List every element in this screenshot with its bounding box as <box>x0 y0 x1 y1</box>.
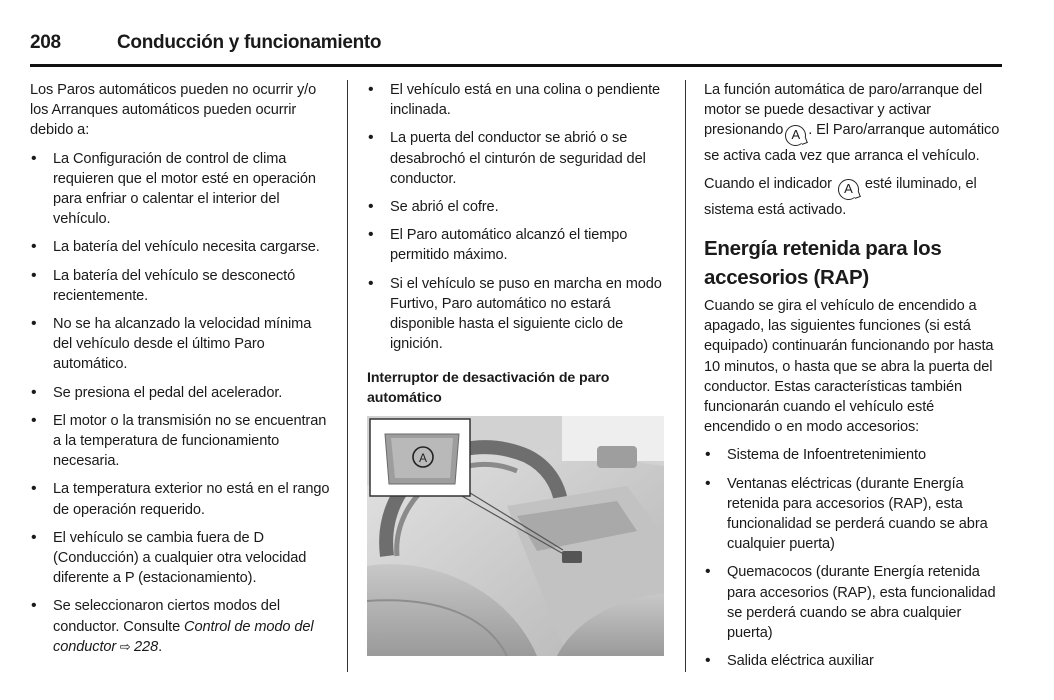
cross-reference-page[interactable]: 228 <box>134 638 159 655</box>
list-item: • El motor o la transmisión no se encuentran a la temperatura de funcionamiento necesaria. <box>30 411 330 472</box>
list-item <box>30 596 330 657</box>
column-2 <box>367 80 665 408</box>
list-item: • Ventanas eléctricas (durante Energía retenida para accesorios (RAP), esta funcionalidad se perderá cuando se abra cualquier puerta) <box>704 474 1004 555</box>
list-item: • Salida eléctrica auxiliar <box>704 651 1004 671</box>
column-divider-1 <box>347 80 348 672</box>
page-number: 208 <box>30 32 61 53</box>
column-3 <box>704 80 1004 679</box>
list-item: • Se abrió el cofre. <box>367 197 665 217</box>
paragraph-text: La función automática de paro/arranque del motor se puede desactivar y activar presionando <box>704 82 983 139</box>
rap-feature-list <box>704 445 1004 671</box>
figure-subheading: Interruptor de desactivación de paro automático <box>367 370 610 407</box>
list-item: • La Configuración de control de clima requieren que el motor esté en operación para enfriar o calentar el interior del vehículo. <box>30 149 330 230</box>
paragraph-text: esté iluminado, el sistema está activado. <box>704 176 977 218</box>
section-title: Conducción y funcionamiento <box>117 32 382 53</box>
paragraph-disable-function <box>704 80 1004 166</box>
cross-reference-link[interactable]: Control de modo del conductor <box>53 618 314 655</box>
paragraph-text: Cuando el indicador <box>704 176 832 193</box>
list-item: • La batería del vehículo se desconectó recientemente. <box>30 266 330 306</box>
intro-paragraph: Los Paros automáticos pueden no ocurrir y/o los Arranques automáticos pueden ocurrir debido a: <box>30 82 317 139</box>
list-item: • El Paro automático alcanzó el tiempo permitido máximo. <box>367 225 665 265</box>
list-item: • Se presiona el pedal del acelerador. <box>30 383 330 403</box>
list-item: • La batería del vehículo necesita cargarse. <box>30 237 330 257</box>
section-heading-rap: Energía retenida para los accesorios (RAP) <box>704 237 942 289</box>
interior-photo-figure <box>367 416 664 656</box>
list-item: • La temperatura exterior no está en el rango de operación requerido. <box>30 479 330 519</box>
list-item: • Quemacocos (durante Energía retenida para accesorios (RAP), esta funcionalidad se perderá cuando se abra cualquier puerta) <box>704 562 1004 643</box>
auto-stop-button-icon: A <box>785 125 806 146</box>
page-reference-icon: ⇨ <box>116 638 135 654</box>
paragraph-text: . El Paro/arranque automático se activa cada vez que arranca el vehículo. <box>704 122 1000 164</box>
condition-list <box>30 149 330 657</box>
list-item-end: . <box>158 638 163 655</box>
list-item: • Sistema de Infoentretenimiento <box>704 445 1004 465</box>
list-item-text: Se seleccionaron ciertos modos del conductor. Consulte <box>53 598 280 635</box>
list-item: • El vehículo se cambia fuera de D (Conducción) a cualquier otra velocidad diferente a P (estacionamiento). <box>30 528 330 589</box>
rap-description: Cuando se gira el vehículo de encendido a apagado, las siguientes funciones (si está equipado) continuarán funcionando por hasta 10 minutos, o hasta que se abra la puerta del conductor. Estas características también funcionarán cuando el vehículo esté encendido o en modo accesorios: <box>704 298 994 436</box>
console-illustration <box>367 416 664 656</box>
column-1 <box>30 80 330 665</box>
list-item: • La puerta del conductor se abrió o se desabrochó el cinturón de seguridad del conductor. <box>367 128 665 189</box>
condition-list-continued <box>367 80 665 354</box>
paragraph-indicator <box>704 174 1004 220</box>
list-item: • No se ha alcanzado la velocidad mínima del vehículo desde el último Paro automático. <box>30 314 330 375</box>
auto-stop-button-glyph: A <box>418 451 428 465</box>
auto-stop-indicator-icon: A <box>838 179 859 200</box>
page-header <box>30 28 1002 67</box>
list-item: • Si el vehículo se puso en marcha en modo Furtivo, Paro automático no estará disponible hasta el siguiente ciclo de ignición. <box>367 274 665 355</box>
list-item: • El vehículo está en una colina o pendiente inclinada. <box>367 80 665 120</box>
column-divider-2 <box>685 80 686 672</box>
